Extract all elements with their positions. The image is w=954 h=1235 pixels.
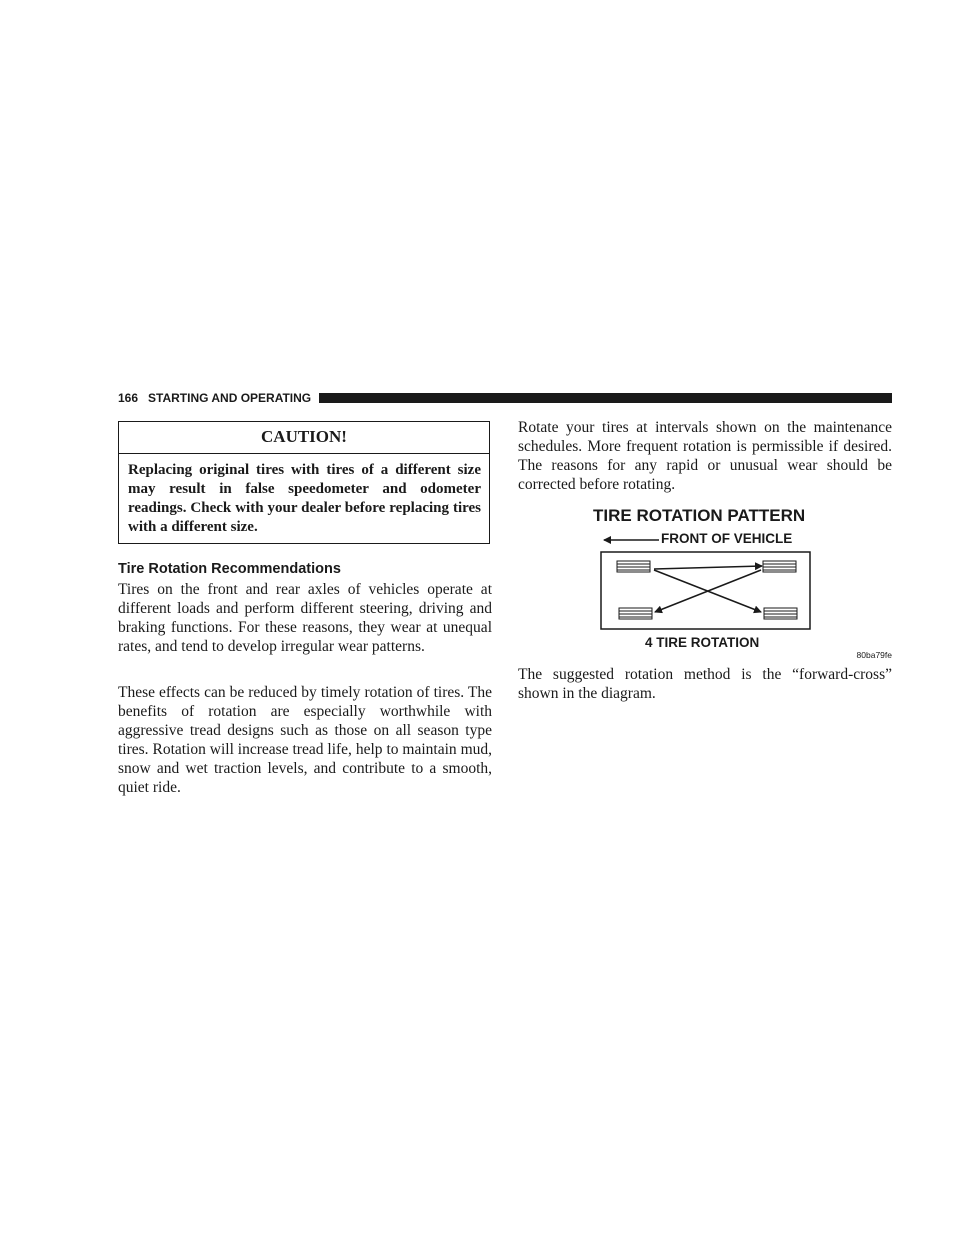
tire-rear-right-icon <box>764 608 797 619</box>
tire-front-right-icon <box>763 561 796 572</box>
image-code: 80ba79fe <box>856 650 892 660</box>
arrow-rear-right-to-front-left-icon <box>654 566 762 569</box>
tire-rear-left-icon <box>619 608 652 619</box>
paragraph-rotation-benefits: These effects can be reduced by timely rotation of tires. The benefits of rotation are especially worthwhile with aggressive tread designs such as those on all season type tires. Rotation will increase tread life, help to maintain mud, snow and wet traction levels, and contribute to a smooth, quiet ride. <box>118 684 492 796</box>
section-title: STARTING AND OPERATING <box>148 391 312 405</box>
tire-rotation-diagram <box>518 500 892 665</box>
page-header <box>118 389 892 407</box>
front-of-vehicle-label: FRONT OF VEHICLE <box>661 531 793 546</box>
caution-box <box>118 421 490 544</box>
section-heading: Tire Rotation Recommendations <box>118 561 341 577</box>
caution-text: Replacing original tires with tires of a different size may result in false speedometer and odometer readings. Check with your dealer before replacing tires with a different size. <box>128 462 481 535</box>
header-rule <box>319 393 892 403</box>
diagram-title: TIRE ROTATION PATTERN <box>593 506 806 525</box>
paragraph-forward-cross: The suggested rotation method is the “forward-cross” shown in the diagram. <box>518 666 892 702</box>
four-tire-rotation-label: 4 TIRE ROTATION <box>645 635 760 650</box>
caution-title: CAUTION! <box>119 422 489 454</box>
paragraph-rotation-intervals: Rotate your tires at intervals shown on the maintenance schedules. More frequent rotation is permissible if desired. The reasons for any rapid or unusual wear should be corrected before rotating. <box>518 419 892 493</box>
tire-front-left-icon <box>617 561 650 572</box>
page-number: 166 <box>118 391 139 405</box>
paragraph-axle-loads: Tires on the front and rear axles of vehicles operate at different loads and perform different steering, driving and braking functions. For these reasons, they wear at unequal rates, and tend to develop irregular wear patterns. <box>118 581 492 655</box>
